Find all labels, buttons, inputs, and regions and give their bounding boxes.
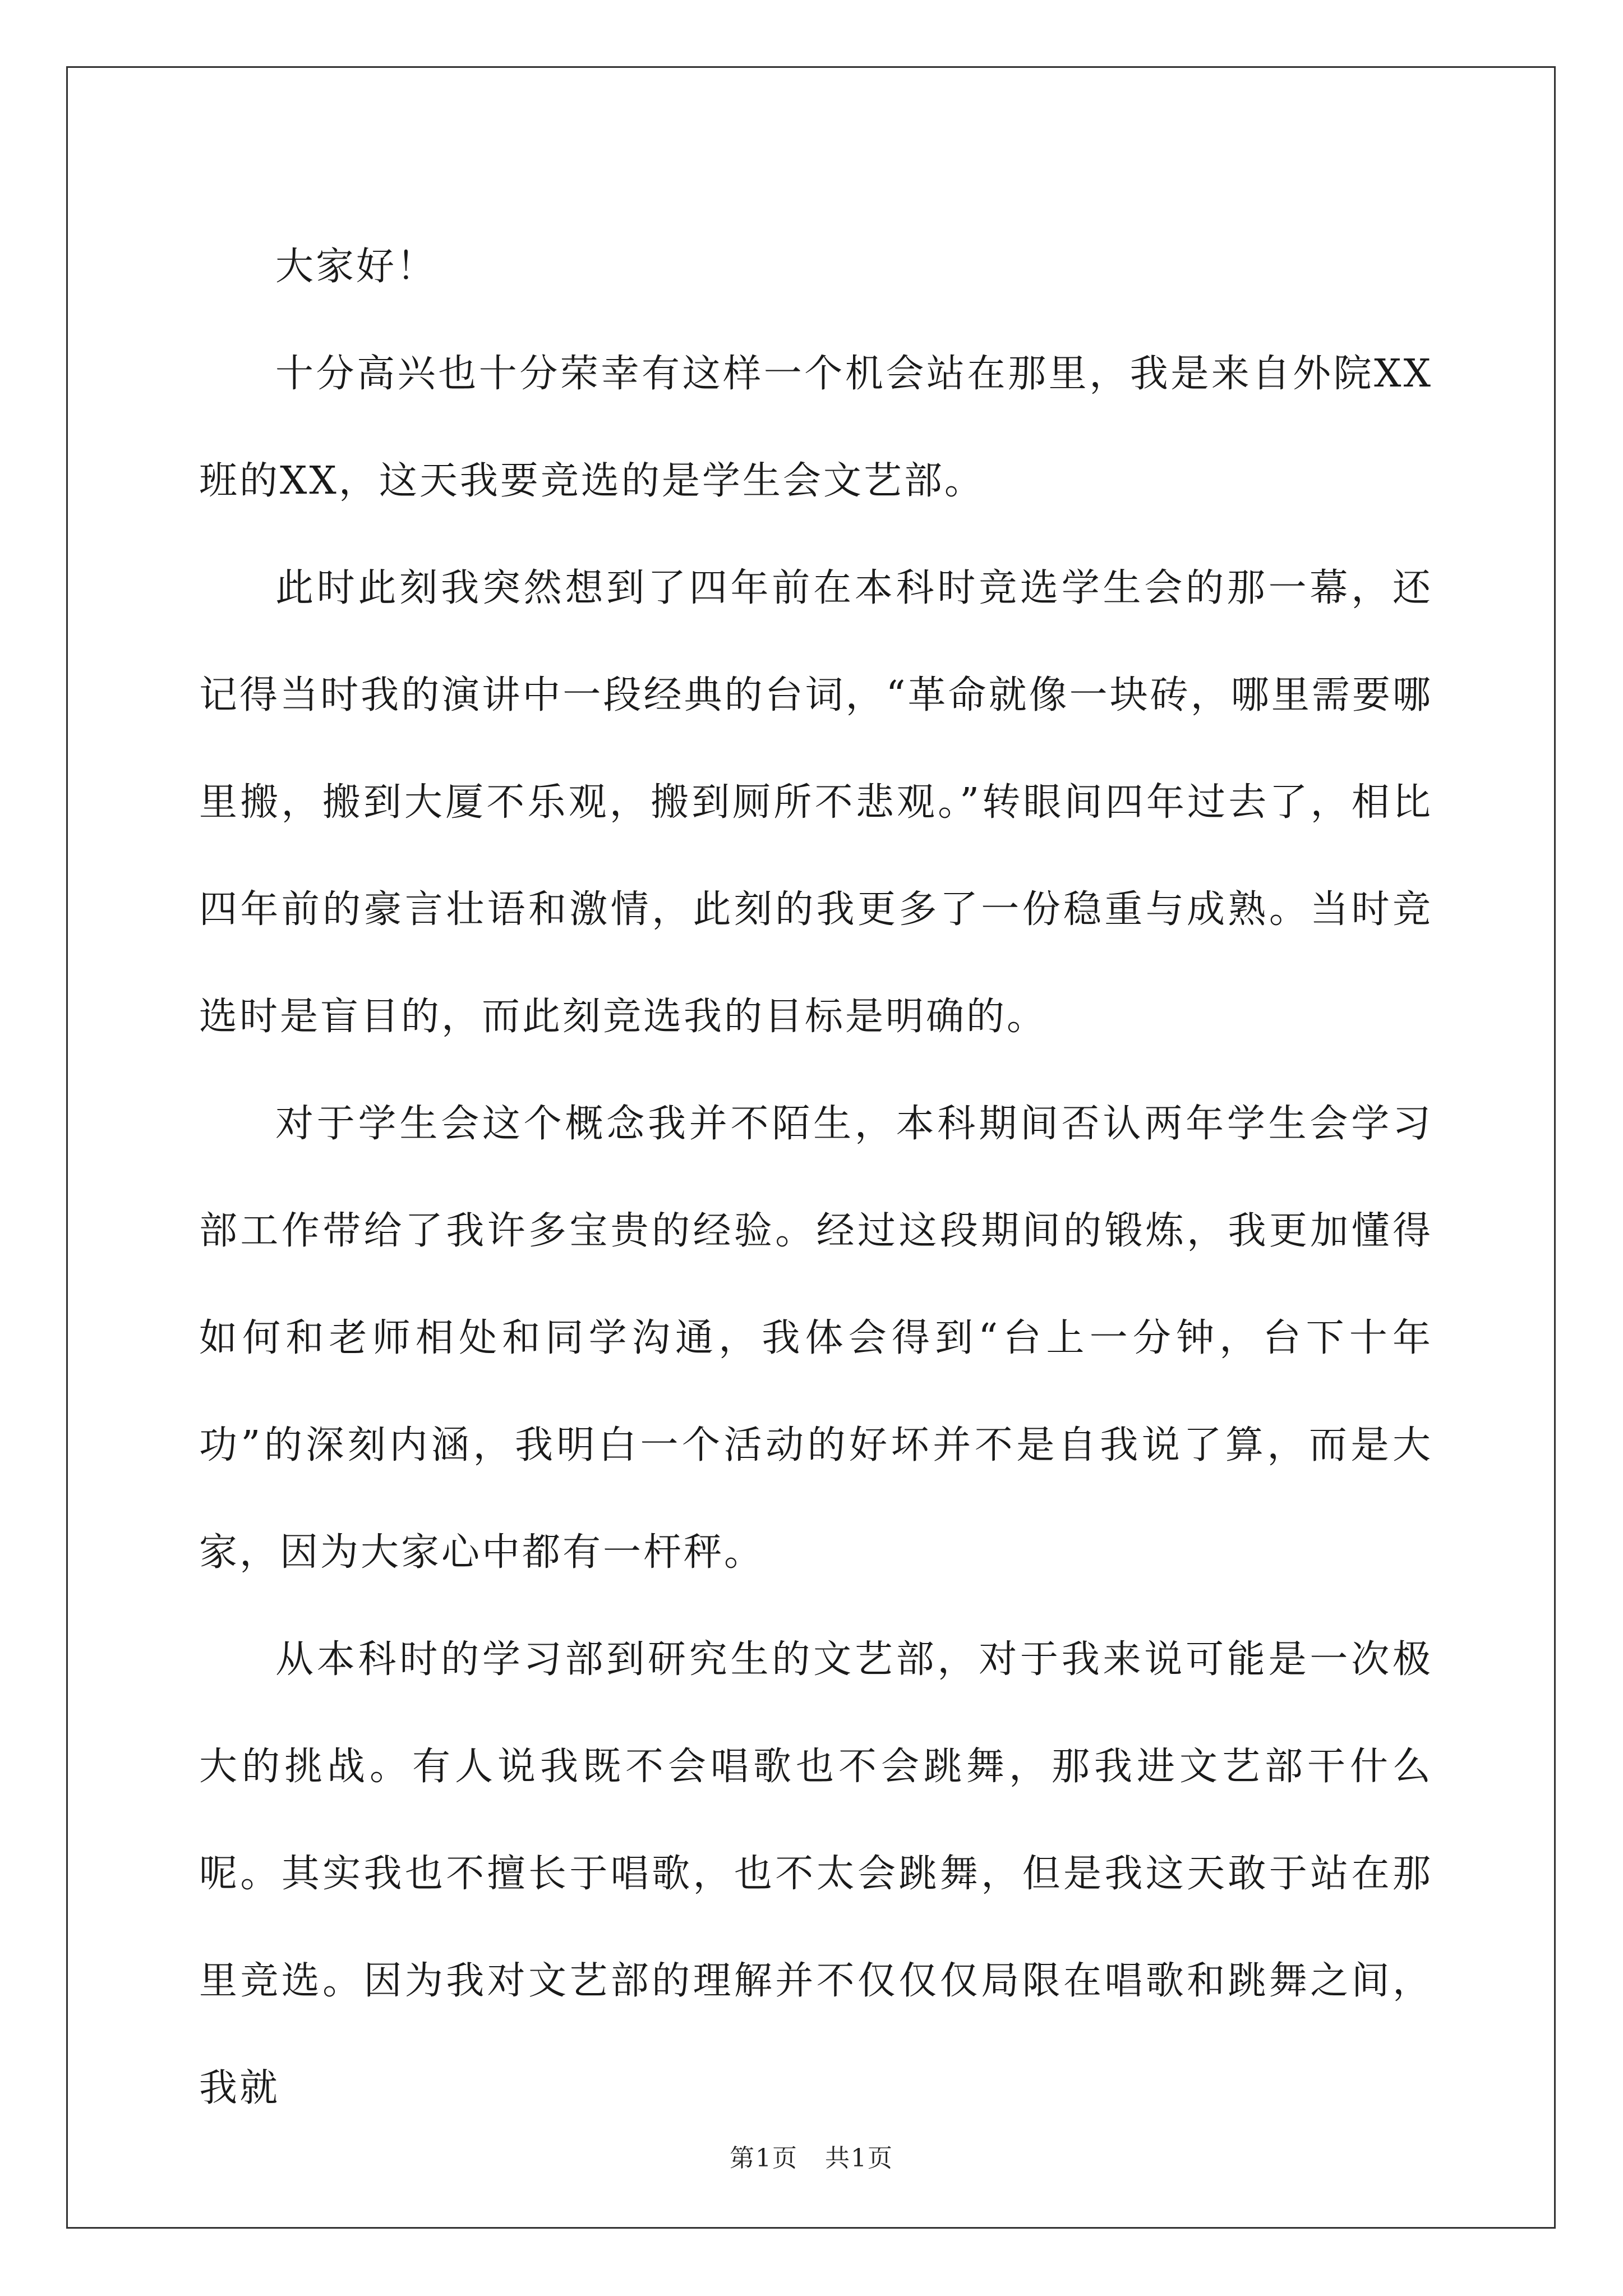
paragraph-greeting: 大家好！ <box>275 245 437 289</box>
page-number-current: 第1页 <box>730 2144 798 2173</box>
paragraph-challenge: 从本科时的学习部到研究生的文艺部，对于我来说可能是一次极大的挑战。有人说我既不会唱歌也不会跳舞，那我进文艺部干什么呢。其实我也不擅长于唱歌，也不太会跳舞，但是我这天敢于站在那里竞选。因为我对文艺部的理解并不仅仅仅局限在唱歌和跳舞之间，我就 <box>199 1637 1433 2110</box>
page-number-total: 共1页 <box>825 2144 893 2173</box>
paragraph-memory: 此时此刻我突然想到了四年前在本科时竞选学生会的那一幕，还记得当时我的演讲中一段经典的台词，“革命就像一块砖，哪里需要哪里搬，搬到大厦不乐观，搬到厕所不悲观。”转眼间四年过去了，相比四年前的豪言壮语和激情，此刻的我更多了一份稳重与成熟。当时竞选时是盲目的，而此刻竞选我的目标是明确的。 <box>199 566 1433 1039</box>
document-body <box>199 213 1433 2142</box>
page-footer <box>0 2142 1623 2175</box>
paragraph-experience: 对于学生会这个概念我并不陌生，本科期间否认两年学生会学习部工作带给了我许多宝贵的经验。经过这段期间的锻炼，我更加懂得如何和老师相处和同学沟通，我体会得到“台上一分钟，台下十年功”的深刻内涵，我明白一个活动的好坏并不是自我说了算，而是大家，因为大家心中都有一杆秤。 <box>199 1102 1433 1575</box>
paragraph-introduction: 十分高兴也十分荣幸有这样一个机会站在那里，我是来自外院XX班的XX，这天我要竞选的是学生会文艺部。 <box>199 352 1433 503</box>
